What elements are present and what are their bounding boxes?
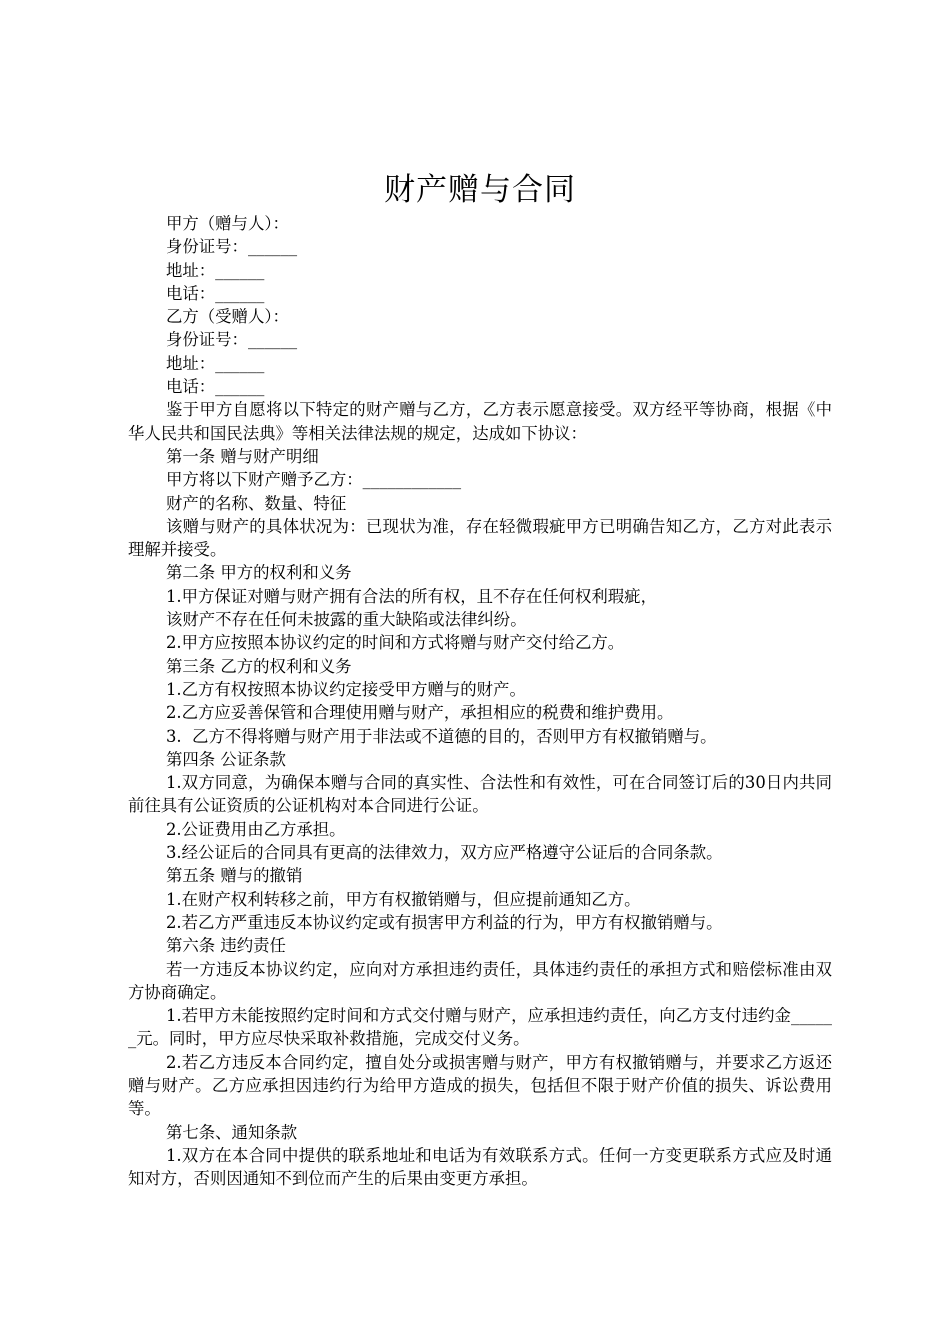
article-3-line-1: 1.乙方有权按照本协议约定接受甲方赠与的财产。 (166, 679, 526, 699)
article-2-line-2: 该财产不存在任何未披露的重大缺陷或法律纠纷。 (166, 610, 527, 630)
article-5-heading: 第五条 赠与的撤销 (166, 866, 303, 886)
document-title: 财产赠与合同 (384, 172, 576, 208)
article-7-paragraph-1: 1.双方在本合同中提供的联系地址和电话为有效联系方式。任何一方变更联系方式应及时通知对方，否则因通知不到位而产生的后果由变更方承担。 (128, 1145, 832, 1189)
article-7-heading: 第七条、通知条款 (166, 1122, 298, 1142)
article-4-heading: 第四条 公证条款 (166, 749, 286, 769)
contract-page (128, 168, 832, 1190)
article-2-heading: 第二条 甲方的权利和义务 (166, 563, 352, 583)
article-1-line-1: 甲方将以下财产赠予乙方：____________ (166, 470, 462, 490)
article-1-line-2: 财产的名称、数量、特征 (166, 493, 347, 513)
article-6-paragraph-2: 1.若甲方未能按照约定时间和方式交付赠与财产，应承担违约责任，向乙方支付违约金______元。同时，甲方应尽快采取补救措施，完成交付义务。 (128, 1006, 832, 1049)
article-3-line-2: 2.乙方应妥善保管和合理使用赠与财产，承担相应的税费和维护费用。 (166, 703, 674, 723)
party-a-label: 甲方（赠与人）： (166, 214, 289, 233)
party-a-phone: 电话：______ (166, 283, 265, 303)
party-b-id: 身份证号：______ (166, 330, 298, 350)
article-2-line-1: 1.甲方保证对赠与财产拥有合法的所有权，且不存在任何权利瑕疵， (166, 586, 657, 606)
article-1-paragraph: 该赠与财产的具体状况为：已现状为准，存在轻微瑕疵甲方已明确告知乙方，乙方对此表示理解并接受。 (128, 516, 832, 560)
party-b-address: 地址：______ (166, 353, 265, 373)
article-3-line-3: 3. 乙方不得将赠与财产用于非法或不道德的目的，否则甲方有权撤销赠与。 (166, 726, 717, 746)
article-6-paragraph-3: 2.若乙方违反本合同约定，擅自处分或损害赠与财产，甲方有权撤销赠与，并要求乙方返还赠与财产。乙方应承担因违约行为给甲方造成的损失，包括但不限于财产价值的损失、诉讼费用等。 (128, 1052, 832, 1119)
article-3-heading: 第三条 乙方的权利和义务 (166, 656, 352, 676)
article-1-heading: 第一条 赠与财产明细 (166, 446, 319, 466)
article-6-paragraph-1: 若一方违反本协议约定，应向对方承担违约责任，具体违约责任的承担方式和赔偿标准由双方协商确定。 (128, 959, 832, 1002)
article-4-paragraph-1: 1.双方同意，为确保本赠与合同的真实性、合法性和有效性，可在合同签订后的30日内共同前往具有公证资质的公证机构对本合同进行公证。 (128, 773, 832, 816)
article-4-line-3: 3.经公证后的合同具有更高的法律效力，双方应严格遵守公证后的合同条款。 (166, 843, 723, 863)
party-a-address: 地址：______ (166, 260, 265, 280)
party-b-label: 乙方（受赠人）： (166, 307, 289, 327)
article-6-heading: 第六条 违约责任 (166, 936, 286, 956)
article-5-line-2: 2.若乙方严重违反本协议约定或有损害甲方利益的行为，甲方有权撤销赠与。 (166, 912, 723, 932)
article-2-line-3: 2.甲方应按照本协议约定的时间和方式将赠与财产交付给乙方。 (166, 633, 625, 653)
party-a-id: 身份证号：______ (166, 237, 298, 257)
party-b-phone: 电话：______ (166, 377, 265, 397)
preamble-paragraph: 鉴于甲方自愿将以下特定的财产赠与乙方，乙方表示愿意接受。双方经平等协商，根据《中华人民共和国民法典》等相关法律法规的规定，达成如下协议： (128, 400, 832, 443)
article-5-line-1: 1.在财产权利转移之前，甲方有权撤销赠与，但应提前通知乙方。 (166, 889, 641, 909)
article-4-line-2: 2.公证费用由乙方承担。 (166, 819, 346, 839)
